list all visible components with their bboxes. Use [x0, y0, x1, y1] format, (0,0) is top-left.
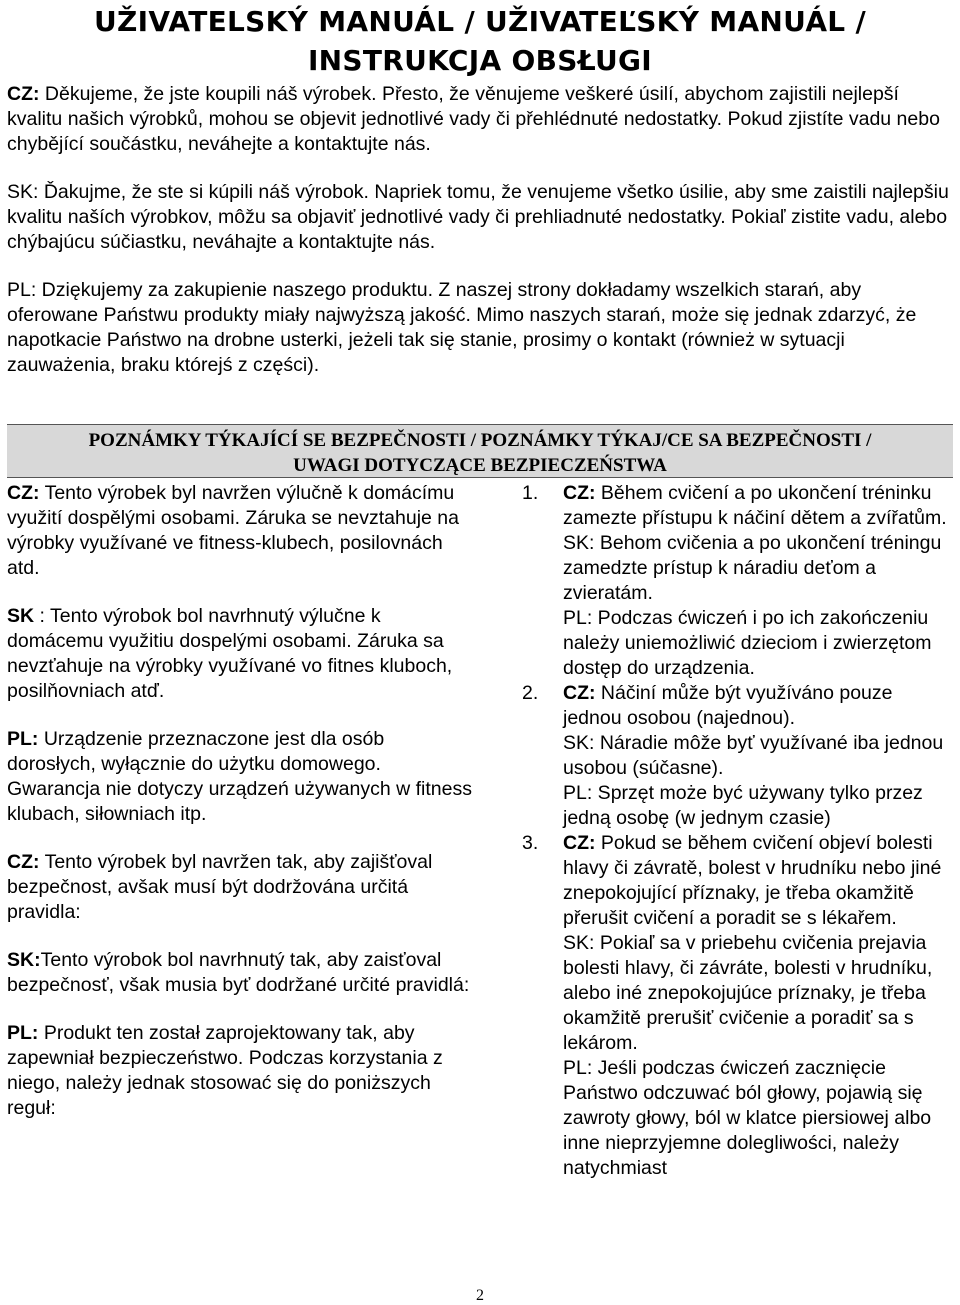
item-1-cz [563, 481, 952, 531]
left-cz-rules-prefix: CZ: [7, 851, 40, 873]
left-sk-rules-paragraph [7, 948, 477, 998]
left-pl-rules-prefix: PL: [7, 1022, 39, 1044]
left-pl-rules-paragraph [7, 1021, 477, 1121]
page-number: 2 [476, 1287, 484, 1304]
left-pl-rules-text: Produkt ten został zaprojektowany tak, aby zapewniał bezpieczeństwo. Podczas korzystania z niego, należy jednak stosować się do poniższych reguł: [7, 1022, 443, 1119]
safety-banner-line-1: POZNÁMKY TÝKAJÍCÍ SE BEZPEČNOSTI / POZNÁMKY TÝKAJ/CE SA BEZPEČNOSTI / [88, 430, 872, 451]
item-3-cz-text: Pokud se během cvičení objeví bolesti hlavy či závratě, bolest v hrudníku nebo jiné znepokojující příznaky, je třeba okamžitě přerušit cvičení a poradit se s lékařem. [563, 832, 942, 929]
item-3-pl: PL: Jeśli podczas ćwiczeń zacznięcie Państwo odczuwać ból głowy, pojawią się zawroty głowy, ból w klatce piersiowej albo inne nieprzyjemne dolegliwości, należy natychmiast [563, 1057, 932, 1179]
safety-list-item-1 [522, 481, 952, 681]
intro-pl-paragraph: PL: Dziękujemy za zakupienie naszego produktu. Z naszej strony dokładamy wszelkich starań, aby oferowane Państwu produkty miały najwyższą jakość. Mimo naszych starań, może się jednak zdarzyć, że napotkacie Państwo na drobne usterki, jeżeli tak się stanie, prosimy o kontakt (również w sytuacji zauważenia, braku którejś z części). [7, 279, 917, 376]
item-2-cz-text: Náčiní může být využíváno pouze jednou osobou (najednou). [563, 682, 893, 729]
list-item-3-body [563, 831, 952, 1181]
left-pl-prefix: PL: [7, 728, 39, 750]
list-number-3: 3. [522, 832, 539, 854]
intro-cz-text: Děkujeme, že jste koupili náš výrobek. Přesto, že věnujeme veškeré úsilí, abychom zajistili nejlepší kvalitu našich výrobků, mohou se objevit jednotlivé vady či přehlédnuté nedostatky. Pokud zjistíte vadu nebo chybějící součástku, neváhejte a kontaktujte nás. [7, 83, 940, 155]
left-sk-rules-text: Tento výrobok bol navrhnutý tak, aby zaisťoval bezpečnosť, však musia byť dodržané určité pravidlá: [7, 949, 470, 996]
item-1-pl: PL: Podczas ćwiczeń i po ich zakończeniu należy uniemożliwić dzieciom i zwierzętom dostęp do urządzenia. [563, 607, 932, 679]
title-line-1: UŽIVATELSKÝ MANUÁL / UŽIVATEĽSKÝ MANUÁL / [93, 5, 867, 38]
item-3-cz-prefix: CZ: [563, 832, 596, 854]
left-cz-usage-text: Tento výrobek byl navržen výlučně k domácímu využití dospělými osobami. Záruka se nevztahuje na výrobky využívané ve fitness-klubech, posilovnách atd. [7, 482, 459, 579]
safety-notes-banner [7, 424, 953, 478]
left-column [7, 481, 477, 1144]
left-cz-rules-paragraph [7, 850, 477, 925]
item-2-cz-prefix: CZ: [563, 682, 596, 704]
item-3-cz [563, 831, 952, 931]
left-sk-rules-prefix: SK: [7, 949, 41, 971]
left-cz-usage-paragraph [7, 481, 477, 581]
item-1-sk: SK: Behom cvičenia a po ukončení tréningu zamedzte prístup k náradiu deťom a zvieratám. [563, 532, 942, 604]
item-1-cz-prefix: CZ: [563, 482, 596, 504]
intro-sk-paragraph: SK: Ďakujme, že ste si kúpili náš výrobok. Napriek tomu, že venujeme všetko úsilie, aby sme zaistili najlepšiu kvalitu naších výrobkov, môžu sa objaviť jednotlivé vady či prehliadnuté nedostatky. Pokiaľ zistite vadu, alebo chýbajúcu súčiastku, neváhajte a kontaktujte nás. [7, 181, 949, 253]
list-item-1-body [563, 481, 952, 681]
left-cz-prefix: CZ: [7, 482, 40, 504]
document-title [0, 0, 960, 80]
intro-cz-prefix: CZ: [7, 83, 40, 105]
item-2-cz [563, 681, 952, 731]
safety-banner-line-2: UWAGI DOTYCZĄCE BEZPIECZEŃSTWA [293, 455, 667, 476]
left-cz-rules-text: Tento výrobek byl navržen tak, aby zajišťoval bezpečnost, avšak musí být dodržována určitá pravidla: [7, 851, 433, 923]
left-sk-prefix: SK [7, 605, 35, 627]
list-number-1: 1. [522, 482, 539, 504]
item-2-sk: SK: Náradie môže byť využívané iba jednou usobou (súčasne). [563, 732, 944, 779]
item-1-cz-text: Během cvičení a po ukončení tréninku zamezte přístupu k náčiní dětem a zvířatům. [563, 482, 947, 529]
right-column-safety-list [522, 481, 952, 1181]
list-number-2: 2. [522, 682, 539, 704]
safety-list-item-2 [522, 681, 952, 831]
item-3-sk: SK: Pokiaľ sa v priebehu cvičenia prejavia bolesti hlavy, či závráte, bolesti v hrudníku, alebo iné znepokojujúce príznaky, je třeba okamžitě prerušiť cvičenie a poradiť sa s lekárom. [563, 932, 933, 1054]
item-2-pl: PL: Sprzęt może być używany tylko przez jedną osobę (w jednym czasie) [563, 782, 923, 829]
safety-list-item-3 [522, 831, 952, 1181]
left-pl-usage-text: Urządzenie przeznaczone jest dla osób dorosłych, wyłącznie do użytku domowego. Gwarancja nie dotyczy urządzeń używanych w fitness klubach, siłowniach itp. [7, 728, 472, 825]
left-sk-usage-text: : Tento výrobok bol navrhnutý výlučne k domácemu využitiu dospelými osobami. Záruka sa nevzťahuje na výrobky využívané vo fitnes kluboch, posilňovniach atď. [7, 605, 453, 702]
title-line-2: INSTRUKCJA OBSŁUGI [307, 44, 653, 77]
left-sk-usage-paragraph [7, 604, 477, 704]
intro-section [7, 82, 952, 378]
list-item-2-body [563, 681, 952, 831]
intro-cz-paragraph [7, 82, 952, 157]
left-pl-usage-paragraph [7, 727, 477, 827]
